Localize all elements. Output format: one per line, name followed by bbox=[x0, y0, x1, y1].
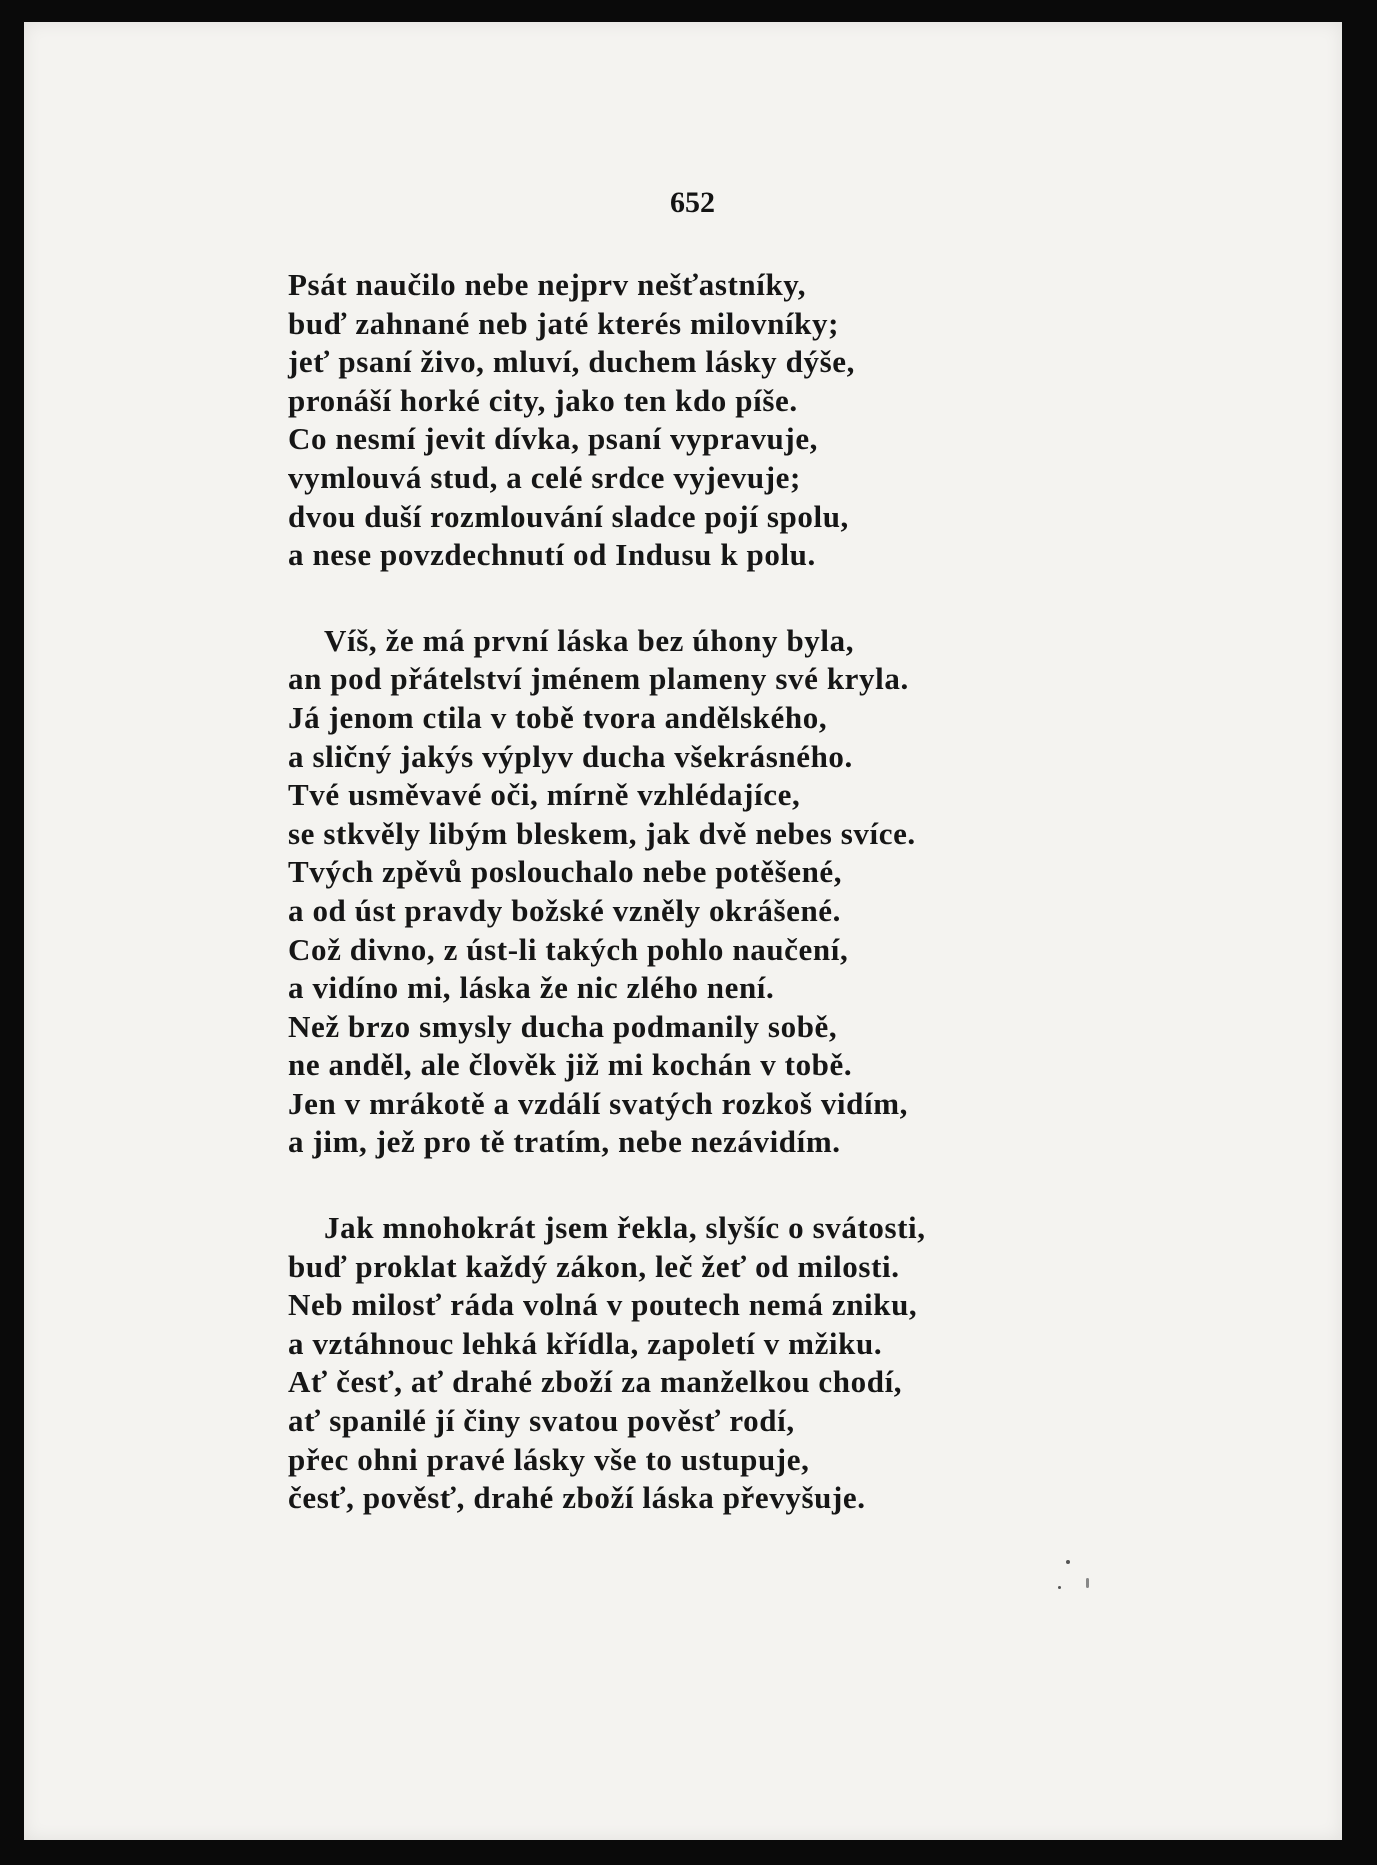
poem-line: a vidíno mi, láska že nic zlého není. bbox=[288, 970, 775, 1006]
scan-speck bbox=[1066, 1560, 1070, 1564]
poem-line: ne anděl, ale člověk již mi kochán v tobě. bbox=[288, 1047, 853, 1083]
poem-line: pronáší horké city, jako ten kdo píše. bbox=[288, 382, 798, 418]
stanza-1 bbox=[288, 266, 1288, 575]
poem-line: a od úst pravdy božské vzněly okrášené. bbox=[288, 892, 842, 928]
poem-line: Já jenom ctila v tobě tvora andělského, bbox=[288, 699, 828, 735]
poem-line: Jak mnohokrát jsem řekla, slyšíc o svátosti, bbox=[324, 1210, 926, 1246]
poem-line: česť, pověsť, drahé zboží láska převyšuje. bbox=[288, 1480, 866, 1516]
poem-line: a sličný jakýs výplyv ducha všekrásného. bbox=[288, 738, 853, 774]
poem-line: Tvých zpěvů poslouchalo nebe potěšené, bbox=[288, 854, 843, 890]
poem-line: buď proklat každý zákon, leč žeť od milosti. bbox=[288, 1248, 900, 1284]
poem-line: Jen v mrákotě a vzdálí svatých rozkoš vidím, bbox=[288, 1085, 908, 1121]
poem-line: Což divno, z úst-li takých pohlo naučení, bbox=[288, 931, 849, 967]
poem-line: vymlouvá stud, a celé srdce vyjevuje; bbox=[288, 459, 801, 495]
poem-line: Víš, že má první láska bez úhony byla, bbox=[324, 622, 855, 658]
poem-line: buď zahnané neb jaté kterés milovníky; bbox=[288, 305, 840, 341]
poem-line: Ať česť, ať drahé zboží za manželkou chodí, bbox=[288, 1364, 903, 1400]
poem-line: ať spanilé jí činy svatou pověsť rodí, bbox=[288, 1403, 795, 1439]
scan-speck bbox=[1058, 1586, 1061, 1589]
stanza-3 bbox=[288, 1209, 1288, 1518]
poem-line: Než brzo smysly ducha podmanily sobě, bbox=[288, 1008, 838, 1044]
poem-text bbox=[288, 266, 1288, 1518]
poem-line: an pod přátelství jménem plameny své kryla. bbox=[288, 661, 909, 697]
poem-line: Co nesmí jevit dívka, psaní vypravuje, bbox=[288, 421, 819, 457]
poem-line: jeť psaní živo, mluví, duchem lásky dýše, bbox=[288, 344, 855, 380]
poem-line: přec ohni pravé lásky vše to ustupuje, bbox=[288, 1441, 810, 1477]
page-number: 652 bbox=[670, 186, 715, 219]
poem-line: dvou duší rozmlouvání sladce pojí spolu, bbox=[288, 498, 849, 534]
stanza-2 bbox=[288, 622, 1288, 1162]
poem-line: a nese povzdechnutí od Indusu k polu. bbox=[288, 537, 816, 573]
scan-speck bbox=[1086, 1578, 1089, 1588]
poem-line: Neb milosť ráda volná v poutech nemá zniku, bbox=[288, 1287, 918, 1323]
poem-line: Tvé usměvavé oči, mírně vzhlédajíce, bbox=[288, 777, 801, 813]
poem-line: se stkvěly libým bleskem, jak dvě nebes svíce. bbox=[288, 815, 916, 851]
poem-line: a jim, jež pro tě tratím, nebe nezávidím. bbox=[288, 1124, 841, 1160]
poem-line: a vztáhnouc lehká křídla, zapoletí v mžiku. bbox=[288, 1325, 883, 1361]
poem-line: Psát naučilo nebe nejprv nešťastníky, bbox=[288, 267, 807, 302]
